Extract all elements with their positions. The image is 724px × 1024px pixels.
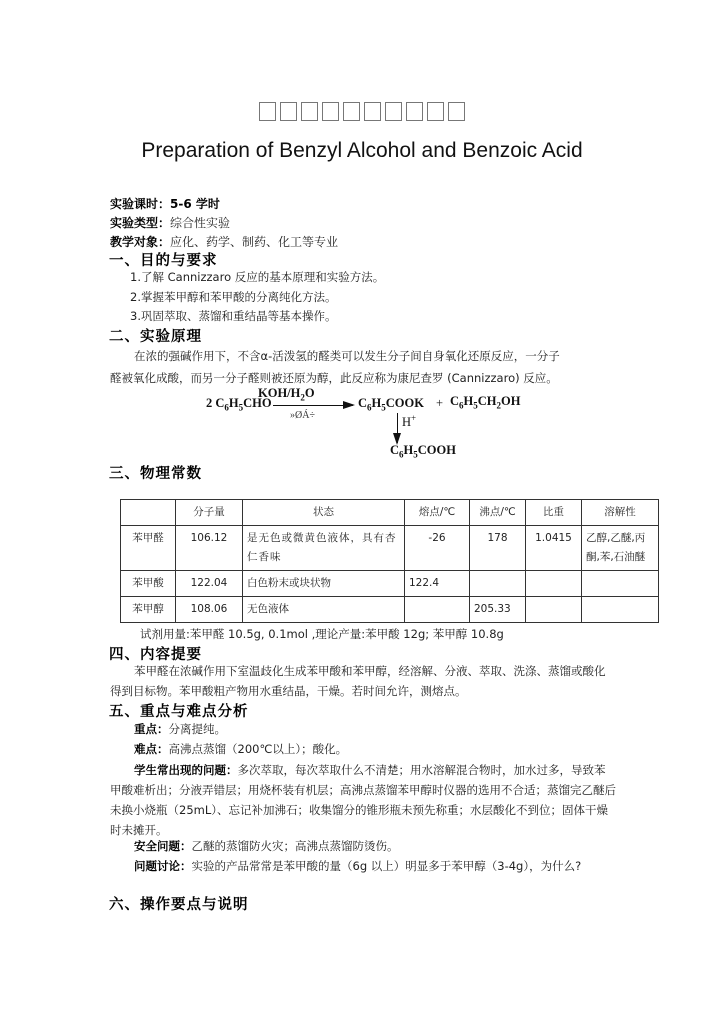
table-cell: -26 [405, 526, 470, 571]
meta-value: 综合性实验 [170, 216, 231, 230]
meta-label: 教学对象： [110, 235, 171, 249]
table-cell: 106.12 [176, 526, 243, 571]
missing-glyph-box [343, 102, 360, 121]
meta-label: 实验类型： [110, 216, 171, 230]
missing-glyph-box [406, 102, 423, 121]
table-header-cell [121, 500, 176, 526]
missing-glyph-box [322, 102, 339, 121]
missing-glyph-box [385, 102, 402, 121]
objective-item: 2.掌握苯甲醇和苯甲酸的分离纯化方法。 [130, 290, 337, 304]
acidification-arrow-icon [397, 413, 398, 443]
section-heading-key-points: 五、重点与难点分析 [109, 704, 249, 720]
table-header-cell: 熔点/℃ [405, 500, 470, 526]
table-cell: 苯甲酸 [121, 571, 176, 597]
table-header-cell: 比重 [526, 500, 582, 526]
meta-audience [110, 233, 338, 250]
product-potassium-benzoate: $C_6H_5COOK$ [358, 396, 424, 413]
meta-value: 应化、药学、制药、化工等专业 [170, 235, 339, 249]
objective-item: 3.巩固萃取、蒸馏和重结晶等基本操作。 [130, 309, 337, 323]
problems-text: 多次萃取，每次萃取什么不清楚；用水溶解混合物时，加水过多，导致苯甲酸难析出；分液弄错层；用烧杯装有机层；高沸点蒸馏苯甲醇时仪器的选用不合适；蒸馏完乙醚后未换小烧瓶（25mL）、忘记补加沸石；收集馏分的锥形瓶未预先称重；水层酸化不到位；固体干燥时未摊开。 [110, 763, 616, 837]
table-cell [526, 571, 582, 597]
difficulty-label: 难点： [134, 742, 169, 756]
student-problems [110, 760, 616, 840]
product-benzoic-acid: $C_6H_5COOH$ [390, 443, 456, 460]
safety-text: 乙醚的蒸馏防火灾；高沸点蒸馏防烫伤。 [191, 839, 399, 853]
discussion [110, 856, 616, 876]
reagent-koh-water: KOH/$H_2O$ [258, 386, 315, 403]
table-header-cell: 溶解性 [582, 500, 659, 526]
table-cell: 122.4 [405, 571, 470, 597]
missing-glyph-box [427, 102, 444, 121]
table-header-row [121, 500, 659, 526]
table-cell: 苯甲醛 [121, 526, 176, 571]
plus-sign: + [436, 396, 444, 410]
missing-glyph-box [448, 102, 465, 121]
meta-experiment-type [110, 214, 230, 231]
table-header-cell: 分子量 [176, 500, 243, 526]
table-cell [526, 597, 582, 623]
section-heading-objectives: 一、目的与要求 [109, 253, 218, 269]
product-benzyl-alcohol: $C_6H_5CH_2OH$ [450, 394, 521, 411]
page-title-english: Preparation of Benzyl Alcohol and Benzoic Acid [141, 139, 583, 162]
section-heading-summary: 四、内容提要 [109, 647, 202, 663]
table-cell: 1.0415 [526, 526, 582, 571]
problems-label: 学生常出现的问题： [134, 763, 238, 777]
objective-item: 1.了解 Cannizzaro 反应的基本原理和实验方法。 [130, 270, 385, 284]
safety-issues [134, 838, 399, 854]
table-cell: 是无色或微黄色液体，具有杏仁香味 [243, 526, 405, 571]
table-cell [582, 597, 659, 623]
key-label: 重点： [134, 722, 169, 736]
summary-text: 苯甲醛在浓碱作用下室温歧化生成苯甲酸和苯甲醇，经溶解、分液、萃取、洗涤、蒸馏或酸化得到目标物。苯甲酸粗产物用水重结晶，干燥。若时间允许，测熔点。 [110, 664, 606, 698]
difficulty-text: 高沸点蒸馏（200℃以上）；酸化。 [168, 742, 348, 756]
principle-line-2: 醛被氧化成酸，而另一分子醛则被还原为醇，此反应称为康尼查罗 (Cannizzaro) 反应。 [110, 371, 558, 385]
table-row [121, 526, 659, 571]
table-cell: 205.33 [470, 597, 526, 623]
section-heading-physical-constants: 三、物理常数 [109, 466, 202, 482]
reagent-note: 试剂用量:苯甲醛 10.5g, 0.1mol ,理论产量:苯甲酸 12g; 苯甲醇 10.8g [140, 627, 504, 641]
missing-glyph-box [259, 102, 276, 121]
table-row [121, 571, 659, 597]
meta-class-hours [110, 195, 220, 212]
key-text: 分离提纯。 [168, 722, 226, 736]
difficulty-point [134, 741, 347, 757]
table-cell: 122.04 [176, 571, 243, 597]
table-cell: 178 [470, 526, 526, 571]
table-cell [470, 571, 526, 597]
table-header-cell: 沸点/℃ [470, 500, 526, 526]
meta-label: 实验课时： [110, 197, 171, 211]
table-cell: 无色液体 [243, 597, 405, 623]
acid-label: H+ [402, 413, 417, 430]
table-cell: 108.06 [176, 597, 243, 623]
key-point [134, 721, 226, 737]
table-cell: 白色粉末或块状物 [243, 571, 405, 597]
page-title-chinese-missing-glyphs [0, 100, 724, 121]
missing-glyph-box [301, 102, 318, 121]
table-cell [405, 597, 470, 623]
discussion-text: 实验的产品常常是苯甲酸的量（6g 以上）明显多于苯甲醇（3-4g），为什么? [191, 859, 582, 873]
missing-glyph-box [364, 102, 381, 121]
meta-value: 5-6 学时 [170, 197, 220, 211]
safety-label: 安全问题： [134, 839, 192, 853]
principle-line-1: 在浓的强碱作用下，不含α-活泼氢的醛类可以发生分子间自身氧化还原反应，一分子 [134, 349, 560, 363]
reagent-garbled-label: »ØÁ÷ [290, 410, 315, 421]
table-cell [582, 571, 659, 597]
reactant-benzaldehyde: 2 $C_6H_5CHO$ [206, 396, 272, 413]
table-row [121, 597, 659, 623]
missing-glyph-box [280, 102, 297, 121]
discussion-label: 问题讨论： [134, 859, 192, 873]
section-heading-principle: 二、实验原理 [109, 329, 202, 345]
section-heading-operation-notes: 六、操作要点与说明 [109, 897, 249, 913]
reaction-arrow-icon [273, 405, 353, 406]
physical-constants-table [120, 499, 659, 623]
table-header-cell: 状态 [243, 500, 405, 526]
table-cell: 乙醇,乙醚,丙酮,苯,石油醚 [582, 526, 659, 571]
table-cell: 苯甲醇 [121, 597, 176, 623]
